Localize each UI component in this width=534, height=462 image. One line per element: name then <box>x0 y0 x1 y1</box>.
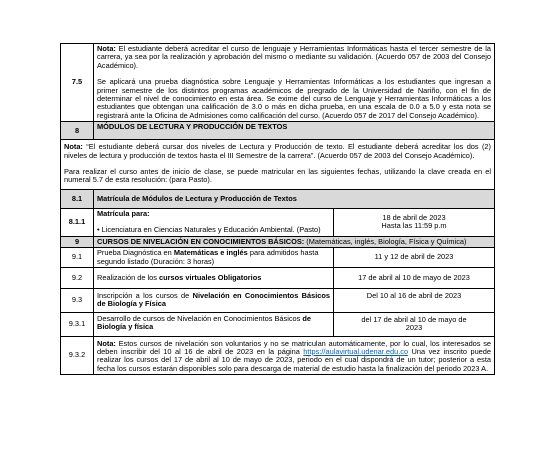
row-number: 8.1 <box>61 189 94 208</box>
row-content <box>94 336 495 375</box>
date-cell: Del 10 al 16 de abril de 2023 <box>334 288 495 312</box>
note-label: Nota: <box>97 338 116 348</box>
row-9-3-2 <box>61 336 495 375</box>
aulavirtual-link[interactable]: https://aulavirtual.udenar.edu.co <box>303 346 409 356</box>
section-header-8-1 <box>61 189 495 208</box>
section-title-text: CURSOS DE NIVELACIÓN EN CONOCIMIENTOS BÁSICOS: <box>97 236 305 246</box>
row-9-3-1 <box>61 312 495 336</box>
row-content <box>94 288 334 312</box>
section-title: MÓDULOS DE LECTURA Y PRODUCCIÓN DE TEXTOS <box>94 122 495 140</box>
section-title <box>94 236 495 247</box>
row-number: 8.1.1 <box>61 208 94 236</box>
row-7-5 <box>61 44 495 122</box>
date-cell <box>334 312 495 336</box>
row-content <box>94 267 334 288</box>
row-8-1-1 <box>61 208 495 236</box>
section-header-9 <box>61 236 495 247</box>
text: para admitidos hasta segundo listado (Duración: 3 horas) <box>97 248 319 266</box>
list-item: • Licenciatura en Ciencias Naturales y Educación Ambiental. (Pasto) <box>97 225 321 235</box>
bold-text: Matemáticas e inglés <box>173 248 248 258</box>
bold-text: de Biología y física <box>97 313 312 332</box>
row-9-2 <box>61 267 495 288</box>
section-subtitle: (Matemáticas, inglés, Biología, Física y Química) <box>304 236 467 246</box>
row-number: 9 <box>61 236 94 247</box>
row-number: 9.2 <box>61 267 94 288</box>
text: Desarrollo de cursos de Nivelación en Conocimientos Básicos <box>97 313 303 323</box>
paragraph: Para realizar el curso antes de inicio de clase, se puede matricular en las siguientes fechas, utilizando la clave creada en el numeral 5.7 de esta resolución: (para Pasto). <box>64 167 492 185</box>
row-content <box>94 208 334 236</box>
paragraph: Se aplicará una prueba diagnóstica sobre Lenguaje y Herramientas Informáticas a los estudiantes que ingresan a primer semestre de los distintos programas académicos de pregrado de la Universidad de Nariño, con el fin de determinar el nivel de conocimiento en esta área. Se exime del curso de Lenguaje y Herramientas Informáticas a los estudiantes que obtengan una calificación de 3.0 o más en dicha prueba, en una escala de 0.0 a 5.0 y esta nota se registrará ante la Oficina de Admisiones como calificación del curso. (Acuerdo 057 de 2017 del Consejo Académico). <box>97 77 492 120</box>
section-title: Matrícula de Módulos de Lectura y Producción de Textos <box>94 189 495 208</box>
row-9-3 <box>61 288 495 312</box>
label: Matrícula para: <box>97 208 150 218</box>
row-8-note <box>61 140 495 190</box>
date-cell <box>334 208 495 236</box>
row-content <box>94 312 334 336</box>
note-label: Nota: <box>97 44 116 53</box>
row-number: 9.3.2 <box>61 336 94 375</box>
date-line-2: 2023 <box>405 323 423 333</box>
text: Prueba Diagnóstica en <box>97 248 174 258</box>
section-header-8 <box>61 122 495 140</box>
calendar-table <box>60 43 495 375</box>
note-label: Nota: <box>64 142 83 152</box>
row-number: 7.5 <box>61 44 94 122</box>
text: Realización de los <box>97 272 160 282</box>
row-number: 9.1 <box>61 248 94 268</box>
row-number: 9.3 <box>61 288 94 312</box>
row-9-1 <box>61 248 495 268</box>
row-number: 9.3.1 <box>61 312 94 336</box>
date-cell: 17 de abril al 10 de mayo de 2023 <box>334 267 495 288</box>
row-content <box>61 140 495 190</box>
note-text: El estudiante deberá acreditar el curso de lenguaje y Herramientas Informáticas hasta el tercer semestre de la carrera, ya sea por la realización y aprobación del mismo o mediante su validación. (Acuerdo 057 de 2003 del Consejo Académico). <box>97 44 492 70</box>
row-content <box>94 248 334 268</box>
row-content <box>94 44 495 122</box>
date-line-2: Hasta las 11:59 p.m <box>381 221 447 231</box>
date-cell: 11 y 12 de abril de 2023 <box>334 248 495 268</box>
bold-text: Nivelación en Conocimientos Básicos de Biología y Física <box>97 290 330 309</box>
note-text: “El estudiante deberá cursar dos niveles de Lectura y Producción de texto. El estudiante deberá acreditar los dos (2) niveles de lectura y producción de textos hasta el III Semestre de la carrera”. (Acuerdo 057 de 2003 del Consejo Académico). <box>64 142 492 160</box>
text: Inscripción a los cursos de <box>97 290 193 300</box>
date-line-1: 18 de abril de 2023 <box>382 212 446 222</box>
bold-text: cursos virtuales Obligatorios <box>159 272 262 282</box>
date-line-1: del 17 de abril al 10 de mayo de <box>361 314 467 324</box>
text: Una vez inscrito puede realizar los cursos del 17 de abril al 10 de mayo de 2023, periodo en el cual dispondrá de un tutor; posterior a esta fecha los cursos estarán disponibles solo para descarga de material de estudio hasta la finalización del periodo 2023 A. <box>97 346 492 373</box>
text: Estos cursos de nivelación son voluntarios y no se matriculan automáticamente, por lo cual, los interesados se deben inscribir del 10 al 16 de abril de 2023 en la página <box>97 338 492 356</box>
row-number: 8 <box>61 122 94 140</box>
